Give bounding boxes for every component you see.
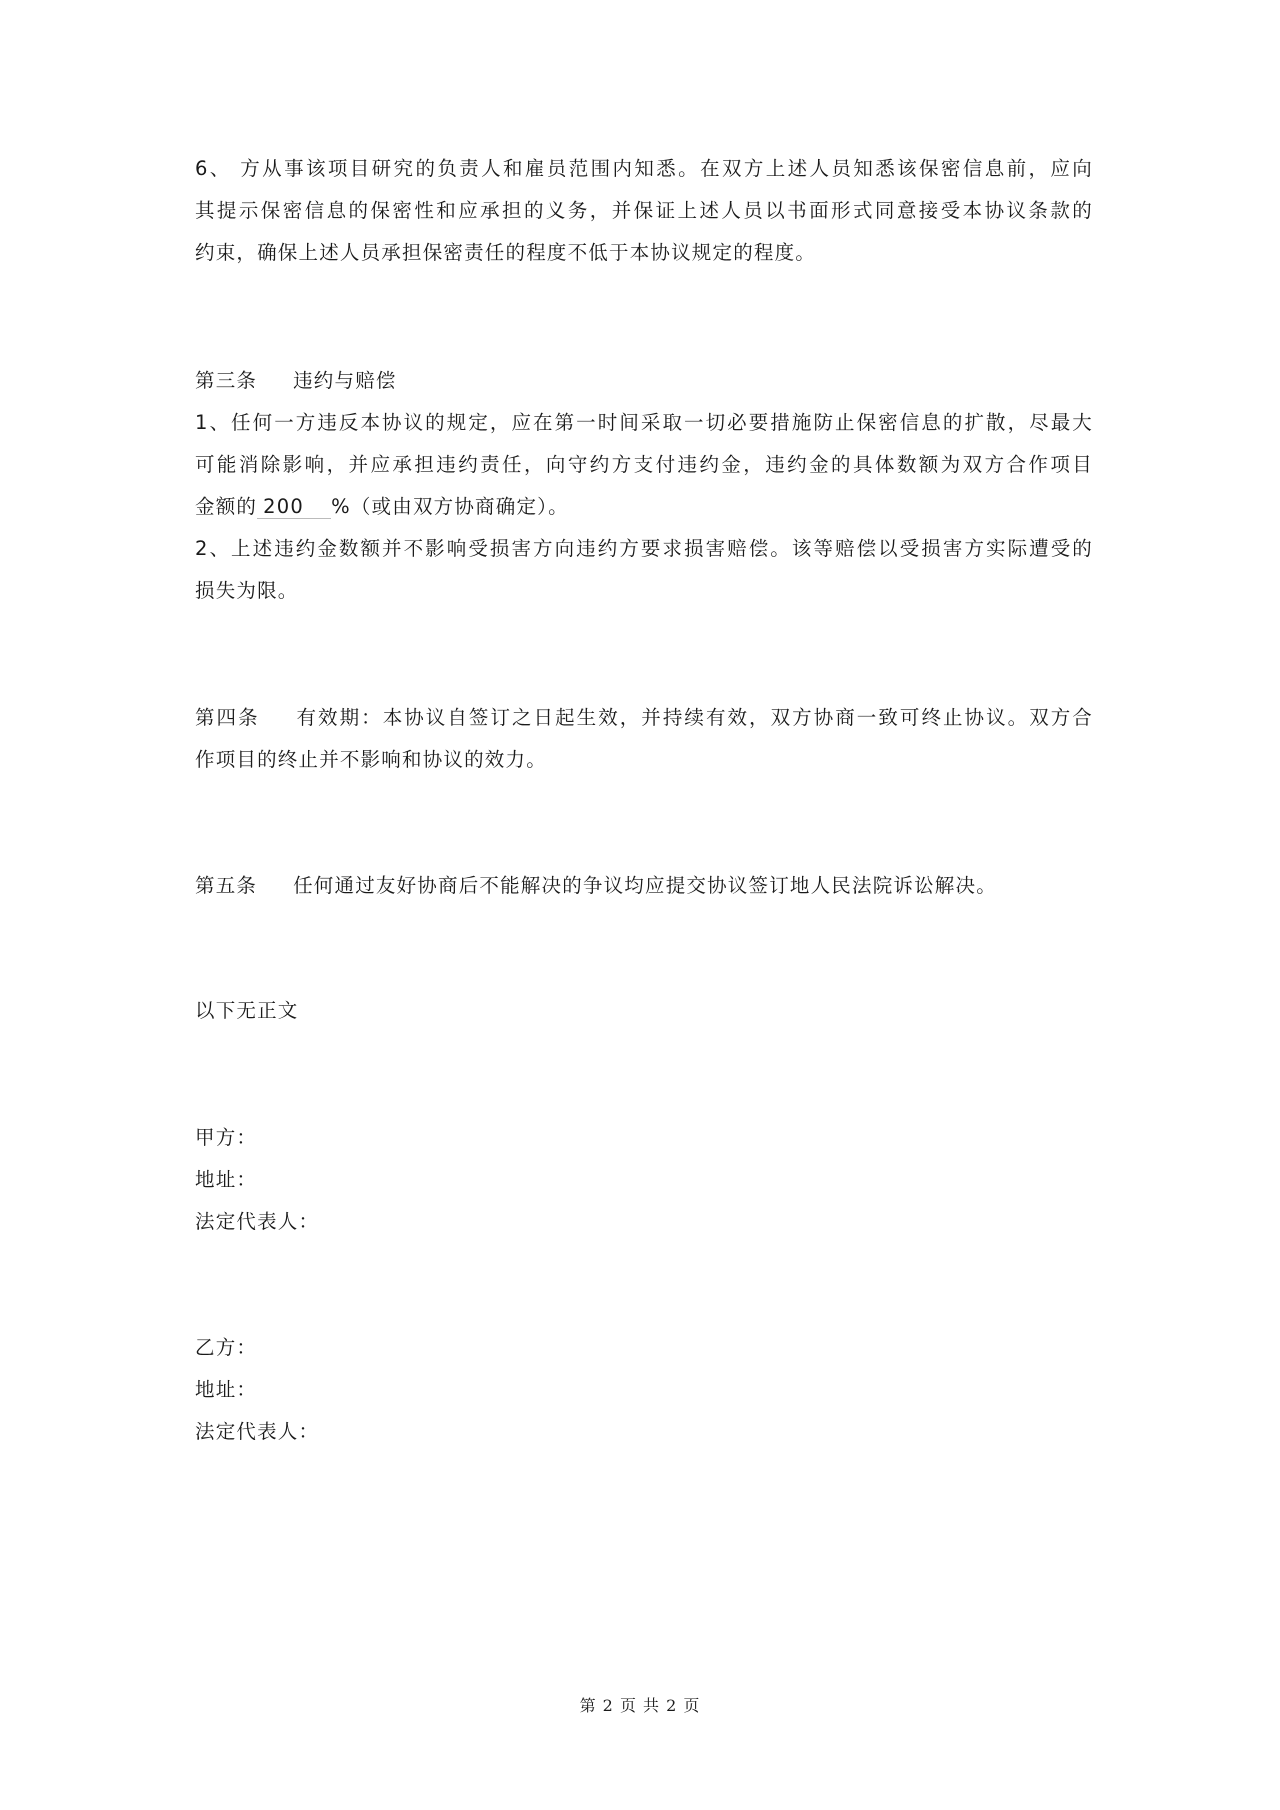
page-number-footer: 第 2 页 共 2 页: [579, 1696, 701, 1715]
clause5: [195, 872, 997, 900]
clause4-number: 第四条: [195, 706, 260, 729]
clause3-number: 第三条: [195, 369, 258, 392]
party-a-label: 甲方：: [195, 1126, 258, 1149]
clause2-item6-line2: 其提示保密信息的保密性和应承担的义务，并保证上述人员以书面形式同意接受本协议条款的: [195, 199, 1093, 222]
party-b-representative-label: 法定代表人：: [195, 1420, 320, 1443]
clause5-number: 第五条: [195, 874, 258, 897]
clause4-line1: [195, 704, 1093, 732]
party-a-address-label: 地址：: [195, 1168, 258, 1191]
penalty-percent-field: 200: [257, 496, 331, 519]
party-b-address-label: 地址：: [195, 1378, 258, 1401]
clause3-item2-line2: 损失为限。: [195, 579, 299, 602]
clause2-item6-line3: 约束，确保上述人员承担保密责任的程度不低于本协议规定的程度。: [195, 241, 817, 264]
clause5-text: 任何通过友好协商后不能解决的争议均应提交协议签订地人民法院诉讼解决。: [293, 874, 997, 897]
party-a-representative-label: 法定代表人：: [195, 1210, 320, 1233]
clause3-heading: [195, 367, 397, 395]
penalty-suffix: %（或由双方协商确定）。: [331, 495, 569, 518]
clause3-item1-line3: [195, 493, 569, 521]
clause2-item6-line1: 6、 方从事该项目研究的负责人和雇员范围内知悉。在双方上述人员知悉该保密信息前，应向: [195, 157, 1093, 180]
penalty-prefix: 金额的: [195, 495, 258, 518]
end-note: 以下无正文: [195, 999, 299, 1022]
clause3-item2-line1: 2、上述违约金数额并不影响受损害方向违约方要求损害赔偿。该等赔偿以受损害方实际遭受的: [195, 537, 1093, 560]
clause3-title: 违约与赔偿: [293, 369, 397, 392]
clause3-item1-line2: 可能消除影响，并应承担违约责任，向守约方支付违约金，违约金的具体数额为双方合作项目: [195, 453, 1093, 476]
party-b-label: 乙方：: [195, 1336, 258, 1359]
clause4-line2: 作项目的终止并不影响和协议的效力。: [195, 748, 547, 771]
clause4-text: 有效期：本协议自签订之日起生效，并持续有效，双方协商一致可终止协议。双方合: [295, 706, 1093, 729]
clause3-item1-line1: 1、任何一方违反本协议的规定，应在第一时间采取一切必要措施防止保密信息的扩散，尽最大: [195, 411, 1093, 434]
